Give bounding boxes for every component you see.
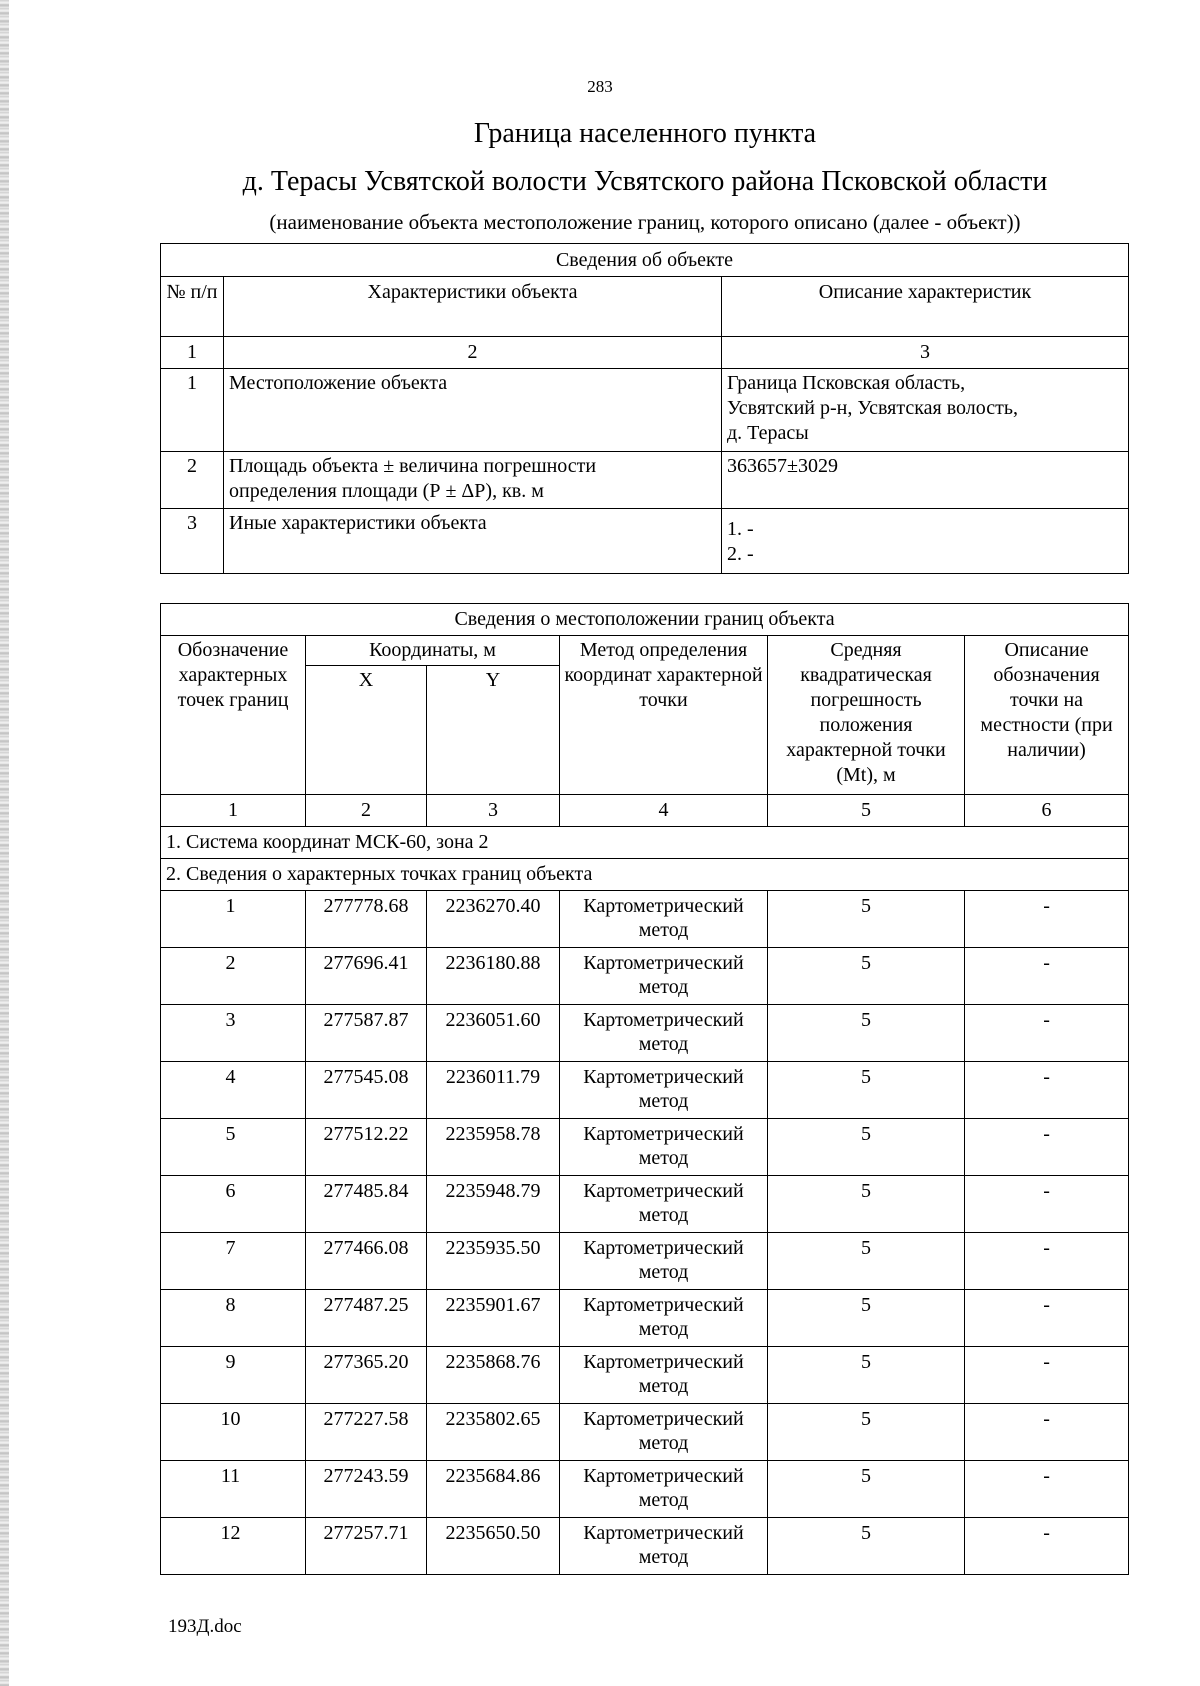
point-description: - [965, 1233, 1129, 1290]
point-y: 2236180.88 [427, 948, 560, 1005]
point-y: 2235948.79 [427, 1176, 560, 1233]
col-error-header: Средняя квадратическая погрешность положения характерной точки (Mt), м [768, 636, 965, 795]
row-no: 3 [161, 509, 224, 574]
point-number: 6 [161, 1176, 306, 1233]
table-row [161, 1290, 1129, 1347]
point-error: 5 [768, 948, 965, 1005]
point-error: 5 [768, 1233, 965, 1290]
table-row [161, 452, 1129, 509]
col-coords-header: Координаты, м [306, 636, 560, 666]
boundary-header: Сведения о местоположении границ объекта [161, 604, 1129, 636]
col-number: 3 [427, 795, 560, 827]
page-subtitle: (наименование объекта местоположение границ, которого описано (далее - объект)) [269, 210, 1021, 234]
point-description: - [965, 1290, 1129, 1347]
page-number: 283 [587, 77, 613, 96]
point-error: 5 [768, 1290, 965, 1347]
col-desc-header: Описание характеристик [722, 277, 1129, 337]
point-number: 1 [161, 891, 306, 948]
row-char: Местоположение объекта [224, 369, 722, 452]
method-line: метод [638, 976, 689, 998]
point-method [560, 1290, 768, 1347]
method-line: метод [638, 919, 689, 941]
col-number: 1 [161, 795, 306, 827]
point-number: 12 [161, 1518, 306, 1575]
method-line: Картометрический [583, 1294, 744, 1316]
point-x: 277778.68 [306, 891, 427, 948]
method-line: Картометрический [583, 1123, 744, 1145]
point-description: - [965, 1461, 1129, 1518]
point-x: 277512.22 [306, 1119, 427, 1176]
object-info-header: Сведения об объекте [161, 244, 1129, 277]
col-number: 2 [306, 795, 427, 827]
point-number: 8 [161, 1290, 306, 1347]
point-error: 5 [768, 1404, 965, 1461]
method-line: метод [638, 1261, 689, 1283]
footer-filename: 193Д.doc [168, 1616, 242, 1637]
point-error: 5 [768, 1005, 965, 1062]
table-row [161, 1176, 1129, 1233]
point-description: - [965, 1518, 1129, 1575]
table-row [161, 509, 1129, 574]
desc-line: д. Терасы [727, 422, 809, 444]
method-line: Картометрический [583, 1408, 744, 1430]
point-method [560, 1461, 768, 1518]
table-row [161, 891, 1129, 948]
point-y: 2235650.50 [427, 1518, 560, 1575]
row-desc: 363657±3029 [722, 452, 1129, 509]
desc-line: 1. - [727, 518, 754, 540]
point-description: - [965, 1176, 1129, 1233]
boundary-table [160, 603, 1129, 1575]
table-row [161, 369, 1129, 452]
point-method [560, 1119, 768, 1176]
point-number: 3 [161, 1005, 306, 1062]
section-points: 2. Сведения о характерных точках границ объекта [161, 859, 1129, 891]
point-method [560, 1176, 768, 1233]
point-y: 2235868.76 [427, 1347, 560, 1404]
point-error: 5 [768, 1176, 965, 1233]
method-line: метод [638, 1375, 689, 1397]
point-description: - [965, 948, 1129, 1005]
col-number: 5 [768, 795, 965, 827]
point-method [560, 948, 768, 1005]
col-y-header: Y [427, 666, 560, 795]
col-method-header: Метод определения координат характерной точки [560, 636, 768, 795]
point-number: 4 [161, 1062, 306, 1119]
method-line: Картометрический [583, 895, 744, 917]
row-char: Иные характеристики объекта [224, 509, 722, 574]
point-number: 10 [161, 1404, 306, 1461]
point-method [560, 1518, 768, 1575]
point-description: - [965, 1404, 1129, 1461]
point-y: 2235802.65 [427, 1404, 560, 1461]
table-row [161, 1062, 1129, 1119]
points-body [161, 891, 1129, 1575]
point-y: 2235958.78 [427, 1119, 560, 1176]
point-method [560, 1347, 768, 1404]
method-line: метод [638, 1432, 689, 1454]
col-no-header: № п/п [161, 277, 224, 337]
point-number: 5 [161, 1119, 306, 1176]
char-line: Площадь объекта ± величина погрешности [229, 455, 597, 477]
desc-line: Усвятский р-н, Усвятская волость, [727, 397, 1018, 419]
method-line: метод [638, 1090, 689, 1112]
point-x: 277587.87 [306, 1005, 427, 1062]
point-method [560, 1005, 768, 1062]
col-description-header: Описание обозначения точки на местности (при наличии) [965, 636, 1129, 795]
page-title-location: д. Терасы Усвятской волости Усвятского района Псковской области [242, 166, 1048, 197]
col-number: 2 [224, 337, 722, 369]
point-y: 2236051.60 [427, 1005, 560, 1062]
table-row [161, 1233, 1129, 1290]
col-x-header: X [306, 666, 427, 795]
point-description: - [965, 1347, 1129, 1404]
point-x: 277365.20 [306, 1347, 427, 1404]
method-line: метод [638, 1147, 689, 1169]
point-y: 2235901.67 [427, 1290, 560, 1347]
point-x: 277487.25 [306, 1290, 427, 1347]
method-line: Картометрический [583, 1351, 744, 1373]
point-y: 2235684.86 [427, 1461, 560, 1518]
point-number: 7 [161, 1233, 306, 1290]
point-error: 5 [768, 1518, 965, 1575]
point-error: 5 [768, 891, 965, 948]
point-y: 2235935.50 [427, 1233, 560, 1290]
method-line: Картометрический [583, 1465, 744, 1487]
desc-line: 2. - [727, 543, 754, 565]
point-x: 277243.59 [306, 1461, 427, 1518]
method-line: Картометрический [583, 1522, 744, 1544]
table-row [161, 1005, 1129, 1062]
char-line: определения площади (Р ± ΔР), кв. м [229, 480, 544, 502]
point-x: 277545.08 [306, 1062, 427, 1119]
point-error: 5 [768, 1119, 965, 1176]
desc-line: Граница Псковская область, [727, 372, 966, 394]
object-info-table [160, 243, 1129, 574]
method-line: метод [638, 1489, 689, 1511]
method-line: Картометрический [583, 952, 744, 974]
table-row [161, 948, 1129, 1005]
point-method [560, 1233, 768, 1290]
point-y: 2236270.40 [427, 891, 560, 948]
point-x: 277227.58 [306, 1404, 427, 1461]
point-y: 2236011.79 [427, 1062, 560, 1119]
col-char-header: Характеристики объекта [224, 277, 722, 337]
point-x: 277466.08 [306, 1233, 427, 1290]
method-line: метод [638, 1033, 689, 1055]
scan-edge [0, 0, 9, 1686]
point-x: 277485.84 [306, 1176, 427, 1233]
point-method [560, 1404, 768, 1461]
page-title: Граница населенного пункта [473, 118, 817, 149]
method-line: метод [638, 1318, 689, 1340]
point-x: 277696.41 [306, 948, 427, 1005]
col-designation-header: Обозначение характерных точек границ [161, 636, 306, 795]
method-line: Картометрический [583, 1237, 744, 1259]
point-method [560, 891, 768, 948]
table-row [161, 1518, 1129, 1575]
col-number: 6 [965, 795, 1129, 827]
point-description: - [965, 1005, 1129, 1062]
point-description: - [965, 1119, 1129, 1176]
method-line: Картометрический [583, 1009, 744, 1031]
method-line: метод [638, 1546, 689, 1568]
col-number: 3 [722, 337, 1129, 369]
point-number: 2 [161, 948, 306, 1005]
table-row [161, 1119, 1129, 1176]
point-description: - [965, 891, 1129, 948]
table-row [161, 1461, 1129, 1518]
col-number: 4 [560, 795, 768, 827]
row-no: 1 [161, 369, 224, 452]
table-row [161, 1404, 1129, 1461]
row-no: 2 [161, 452, 224, 509]
point-error: 5 [768, 1461, 965, 1518]
section-coordinate-system: 1. Система координат МСК-60, зона 2 [161, 827, 1129, 859]
col-number: 1 [161, 337, 224, 369]
row-char [224, 452, 722, 509]
row-desc [722, 369, 1129, 452]
point-error: 5 [768, 1062, 965, 1119]
point-x: 277257.71 [306, 1518, 427, 1575]
point-error: 5 [768, 1347, 965, 1404]
point-method [560, 1062, 768, 1119]
point-description: - [965, 1062, 1129, 1119]
method-line: Картометрический [583, 1066, 744, 1088]
point-number: 11 [161, 1461, 306, 1518]
row-desc [722, 509, 1129, 574]
point-number: 9 [161, 1347, 306, 1404]
method-line: Картометрический [583, 1180, 744, 1202]
table-row [161, 1347, 1129, 1404]
method-line: метод [638, 1204, 689, 1226]
